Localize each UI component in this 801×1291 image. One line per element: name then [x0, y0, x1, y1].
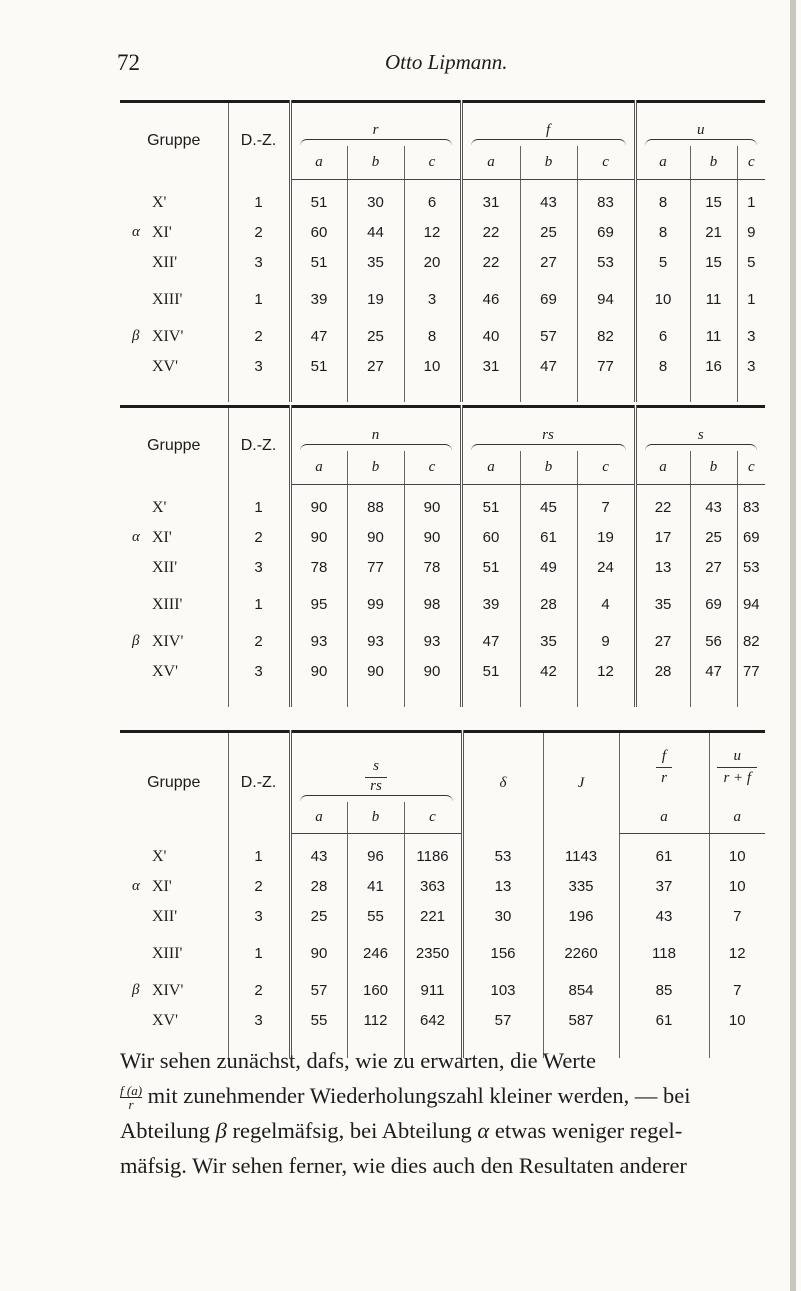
data-cell: 9: [737, 218, 765, 248]
data-cell: 78: [404, 553, 461, 583]
row-label: XV': [152, 1011, 178, 1029]
data-cell: 19: [577, 523, 635, 553]
sub-header: a: [635, 146, 690, 180]
dz-cell: 1: [228, 493, 290, 523]
sub-header: c: [404, 802, 462, 834]
data-cell: 82: [737, 627, 765, 657]
data-cell: 6: [404, 188, 461, 218]
dz-cell: 2: [228, 976, 290, 1006]
dz-cell: 3: [228, 248, 290, 278]
dz-cell: 1: [228, 278, 290, 322]
data-cell: 15: [690, 188, 737, 218]
table-row: [120, 1006, 765, 1036]
row-label: β XIV': [132, 327, 184, 345]
data-cell: 44: [347, 218, 404, 248]
row-label: α XI': [132, 528, 172, 546]
data-cell: 90: [290, 657, 347, 687]
table-row: [120, 627, 765, 657]
data-cell: 37: [619, 872, 709, 902]
data-cell: 8: [404, 322, 461, 352]
data-cell: 69: [737, 523, 765, 553]
col-group-header: f: [461, 102, 635, 146]
data-cell: 9: [577, 627, 635, 657]
sub-header: a: [461, 451, 520, 485]
col-header-f-over-r: f r: [619, 732, 709, 802]
dz-cell: 1: [228, 842, 290, 872]
dz-cell: 1: [228, 583, 290, 627]
row-label: XII': [152, 558, 178, 576]
running-head-author: Otto Lipmann.: [385, 50, 508, 74]
data-cell: 53: [577, 248, 635, 278]
data-cell: 49: [520, 553, 577, 583]
data-cell: 55: [347, 902, 404, 932]
data-cell: 642: [404, 1006, 462, 1036]
data-cell: 25: [347, 322, 404, 352]
data-cell: 40: [461, 322, 520, 352]
data-cell: 30: [347, 188, 404, 218]
dz-cell: 2: [228, 627, 290, 657]
col-header-dz: D.-Z.: [228, 732, 290, 834]
col-header-dz: D.-Z.: [228, 407, 290, 485]
data-cell: 16: [690, 352, 737, 382]
data-cell: 13: [635, 553, 690, 583]
sub-header: a: [461, 146, 520, 180]
dz-cell: 2: [228, 322, 290, 352]
data-cell: 8: [635, 352, 690, 382]
data-cell: 3: [737, 322, 765, 352]
data-cell: 82: [577, 322, 635, 352]
data-cell: 90: [290, 932, 347, 976]
data-cell: 11: [690, 278, 737, 322]
data-cell: 88: [347, 493, 404, 523]
data-cell: 10: [635, 278, 690, 322]
data-cell: 2350: [404, 932, 462, 976]
data-cell: 6: [635, 322, 690, 352]
data-cell: 57: [462, 1006, 543, 1036]
data-cell: 587: [543, 1006, 619, 1036]
data-cell: 77: [577, 352, 635, 382]
data-cell: 4: [577, 583, 635, 627]
sub-header: c: [577, 451, 635, 485]
data-cell: 69: [690, 583, 737, 627]
data-cell: 28: [635, 657, 690, 687]
table-r-f-u: [120, 100, 765, 402]
data-cell: 60: [290, 218, 347, 248]
data-cell: 12: [404, 218, 461, 248]
data-cell: 27: [520, 248, 577, 278]
data-cell: 11: [690, 322, 737, 352]
table-row: [120, 583, 765, 627]
sub-header: b: [347, 802, 404, 834]
sub-header: c: [577, 146, 635, 180]
data-cell: 10: [709, 1006, 765, 1036]
data-cell: 69: [520, 278, 577, 322]
dz-cell: 1: [228, 188, 290, 218]
data-cell: 112: [347, 1006, 404, 1036]
data-cell: 83: [737, 493, 765, 523]
table-row: [120, 248, 765, 278]
data-cell: 7: [709, 976, 765, 1006]
data-cell: 7: [577, 493, 635, 523]
row-label: β XIV': [132, 632, 184, 650]
data-cell: 3: [737, 352, 765, 382]
table-row: [120, 523, 765, 553]
data-cell: 90: [404, 657, 461, 687]
row-label: XII': [152, 907, 178, 925]
sub-header: b: [347, 146, 404, 180]
data-cell: 93: [347, 627, 404, 657]
data-cell: 335: [543, 872, 619, 902]
data-cell: 47: [690, 657, 737, 687]
data-cell: 78: [290, 553, 347, 583]
data-cell: 15: [690, 248, 737, 278]
dz-cell: 3: [228, 902, 290, 932]
data-cell: 90: [347, 657, 404, 687]
data-cell: 90: [404, 523, 461, 553]
data-cell: 1143: [543, 842, 619, 872]
data-cell: 156: [462, 932, 543, 976]
data-cell: 2260: [543, 932, 619, 976]
table-row: [120, 976, 765, 1006]
sub-header: a: [290, 802, 347, 834]
data-cell: 94: [737, 583, 765, 627]
row-label: XIII': [152, 290, 183, 308]
dz-cell: 3: [228, 352, 290, 382]
data-cell: 43: [520, 188, 577, 218]
row-label: α XI': [132, 877, 172, 895]
data-cell: 35: [347, 248, 404, 278]
sub-header: a: [619, 802, 709, 834]
data-cell: 27: [690, 553, 737, 583]
data-cell: 27: [635, 627, 690, 657]
table-row: [120, 553, 765, 583]
table-row: [120, 352, 765, 382]
dz-cell: 1: [228, 932, 290, 976]
data-cell: 196: [543, 902, 619, 932]
data-cell: 39: [461, 583, 520, 627]
table-n-rs-s: [120, 405, 765, 707]
data-cell: 10: [404, 352, 461, 382]
data-cell: 41: [347, 872, 404, 902]
data-cell: 94: [577, 278, 635, 322]
data-cell: 17: [635, 523, 690, 553]
col-header-delta: δ: [462, 732, 543, 834]
text-line-4: mäfsig. Wir sehen ferner, wie dies auch den Resultaten anderer: [120, 1153, 687, 1178]
dz-cell: 2: [228, 523, 290, 553]
dz-cell: 2: [228, 872, 290, 902]
dz-cell: 3: [228, 657, 290, 687]
row-label: β XIV': [132, 981, 184, 999]
table-row: [120, 493, 765, 523]
text-line-3: Abteilung β regelmäfsig, bei Abteilung α etwas weniger regel-: [120, 1118, 683, 1143]
data-cell: 8: [635, 188, 690, 218]
data-cell: 1186: [404, 842, 462, 872]
row-label: XIII': [152, 595, 183, 613]
data-cell: 99: [347, 583, 404, 627]
page-number: 72: [117, 50, 140, 75]
data-cell: 61: [619, 842, 709, 872]
data-cell: 19: [347, 278, 404, 322]
data-cell: 43: [290, 842, 347, 872]
data-cell: 12: [709, 932, 765, 976]
table-row: [120, 842, 765, 872]
col-header-J: J: [543, 732, 619, 834]
data-cell: 51: [290, 188, 347, 218]
data-cell: 69: [577, 218, 635, 248]
row-label: X': [152, 498, 167, 516]
table-row: [120, 657, 765, 687]
dz-cell: 3: [228, 553, 290, 583]
data-cell: 93: [290, 627, 347, 657]
data-cell: 42: [520, 657, 577, 687]
data-cell: 25: [520, 218, 577, 248]
col-header-gruppe: Gruppe: [147, 774, 201, 792]
data-cell: 10: [709, 872, 765, 902]
data-cell: 35: [520, 627, 577, 657]
data-cell: 93: [404, 627, 461, 657]
data-cell: 43: [690, 493, 737, 523]
sub-header: a: [709, 802, 765, 834]
row-label: XIII': [152, 944, 183, 962]
data-cell: 39: [290, 278, 347, 322]
data-cell: 90: [290, 523, 347, 553]
data-cell: 20: [404, 248, 461, 278]
data-cell: 8: [635, 218, 690, 248]
sub-header: c: [737, 451, 765, 485]
data-cell: 854: [543, 976, 619, 1006]
data-cell: 45: [520, 493, 577, 523]
data-cell: 5: [635, 248, 690, 278]
data-cell: 47: [461, 627, 520, 657]
table-row: [120, 872, 765, 902]
data-cell: 56: [690, 627, 737, 657]
dz-cell: 3: [228, 1006, 290, 1036]
data-cell: 53: [462, 842, 543, 872]
data-cell: 61: [520, 523, 577, 553]
col-group-header: n: [290, 407, 461, 451]
dz-cell: 2: [228, 218, 290, 248]
data-cell: 83: [577, 188, 635, 218]
body-paragraph: [120, 1043, 765, 1183]
fraction-f-r: $\frac{f (a)}{r}$: [120, 1083, 143, 1113]
data-cell: 57: [520, 322, 577, 352]
data-cell: 31: [461, 188, 520, 218]
row-label: XV': [152, 662, 178, 680]
data-cell: 24: [577, 553, 635, 583]
data-cell: 90: [404, 493, 461, 523]
sub-header: b: [520, 146, 577, 180]
data-cell: 47: [520, 352, 577, 382]
table-row: [120, 902, 765, 932]
data-cell: 35: [635, 583, 690, 627]
data-cell: 246: [347, 932, 404, 976]
data-cell: 98: [404, 583, 461, 627]
data-cell: 5: [737, 248, 765, 278]
data-cell: 22: [461, 248, 520, 278]
data-cell: 85: [619, 976, 709, 1006]
row-label: α XI': [132, 223, 172, 241]
data-cell: 118: [619, 932, 709, 976]
data-cell: 22: [635, 493, 690, 523]
data-cell: 95: [290, 583, 347, 627]
data-cell: 57: [290, 976, 347, 1006]
col-header-gruppe: Gruppe: [147, 132, 201, 150]
data-cell: 160: [347, 976, 404, 1006]
sub-header: c: [737, 146, 765, 180]
sub-header: c: [404, 146, 461, 180]
sub-header: a: [290, 146, 347, 180]
sub-header: c: [404, 451, 461, 485]
data-cell: 77: [347, 553, 404, 583]
col-header-s-over-rs: s rs: [290, 732, 462, 802]
data-cell: 7: [709, 902, 765, 932]
data-cell: 51: [290, 248, 347, 278]
text-line-1: Wir sehen zunächst, dafs, wie zu erwarten, die Werte: [120, 1048, 597, 1073]
data-cell: 61: [619, 1006, 709, 1036]
data-cell: 3: [404, 278, 461, 322]
page-edge: [790, 0, 796, 1291]
data-cell: 27: [347, 352, 404, 382]
col-group-header: u: [635, 102, 765, 146]
data-cell: 1: [737, 278, 765, 322]
data-cell: 43: [619, 902, 709, 932]
sub-header: b: [690, 451, 737, 485]
sub-header: b: [690, 146, 737, 180]
sub-header: b: [347, 451, 404, 485]
data-cell: 21: [690, 218, 737, 248]
sub-header: a: [290, 451, 347, 485]
data-cell: 51: [461, 657, 520, 687]
row-label: X': [152, 193, 167, 211]
table-row: [120, 188, 765, 218]
col-header-u-over-rf: u r + f: [709, 732, 765, 802]
data-cell: 911: [404, 976, 462, 1006]
col-group-header: r: [290, 102, 461, 146]
row-label: X': [152, 847, 167, 865]
row-label: XV': [152, 357, 178, 375]
col-header-gruppe: Gruppe: [147, 437, 201, 455]
data-cell: 25: [690, 523, 737, 553]
data-cell: 221: [404, 902, 462, 932]
data-cell: 90: [290, 493, 347, 523]
data-cell: 28: [520, 583, 577, 627]
data-cell: 103: [462, 976, 543, 1006]
data-cell: 51: [290, 352, 347, 382]
data-cell: 47: [290, 322, 347, 352]
table-row: [120, 218, 765, 248]
data-cell: 31: [461, 352, 520, 382]
data-cell: 90: [347, 523, 404, 553]
data-cell: 1: [737, 188, 765, 218]
data-cell: 25: [290, 902, 347, 932]
row-label: XII': [152, 253, 178, 271]
data-cell: 13: [462, 872, 543, 902]
data-cell: 77: [737, 657, 765, 687]
col-group-header: s: [635, 407, 765, 451]
data-cell: 30: [462, 902, 543, 932]
data-cell: 53: [737, 553, 765, 583]
data-cell: 51: [461, 553, 520, 583]
data-cell: 51: [461, 493, 520, 523]
data-cell: 28: [290, 872, 347, 902]
table-row: [120, 278, 765, 322]
sub-header: a: [635, 451, 690, 485]
table-ratios: [120, 730, 765, 1058]
sub-header: b: [520, 451, 577, 485]
data-cell: 12: [577, 657, 635, 687]
col-group-header: rs: [461, 407, 635, 451]
col-header-dz: D.-Z.: [228, 102, 290, 180]
text-line-2: $\frac{f (a)}{r}$ mit zunehmender Wiederholungszahl kleiner werden, — bei: [120, 1083, 691, 1113]
data-cell: 60: [461, 523, 520, 553]
data-cell: 22: [461, 218, 520, 248]
table-row: [120, 322, 765, 352]
data-cell: 96: [347, 842, 404, 872]
data-cell: 363: [404, 872, 462, 902]
data-cell: 46: [461, 278, 520, 322]
data-cell: 55: [290, 1006, 347, 1036]
data-cell: 10: [709, 842, 765, 872]
table-row: [120, 932, 765, 976]
